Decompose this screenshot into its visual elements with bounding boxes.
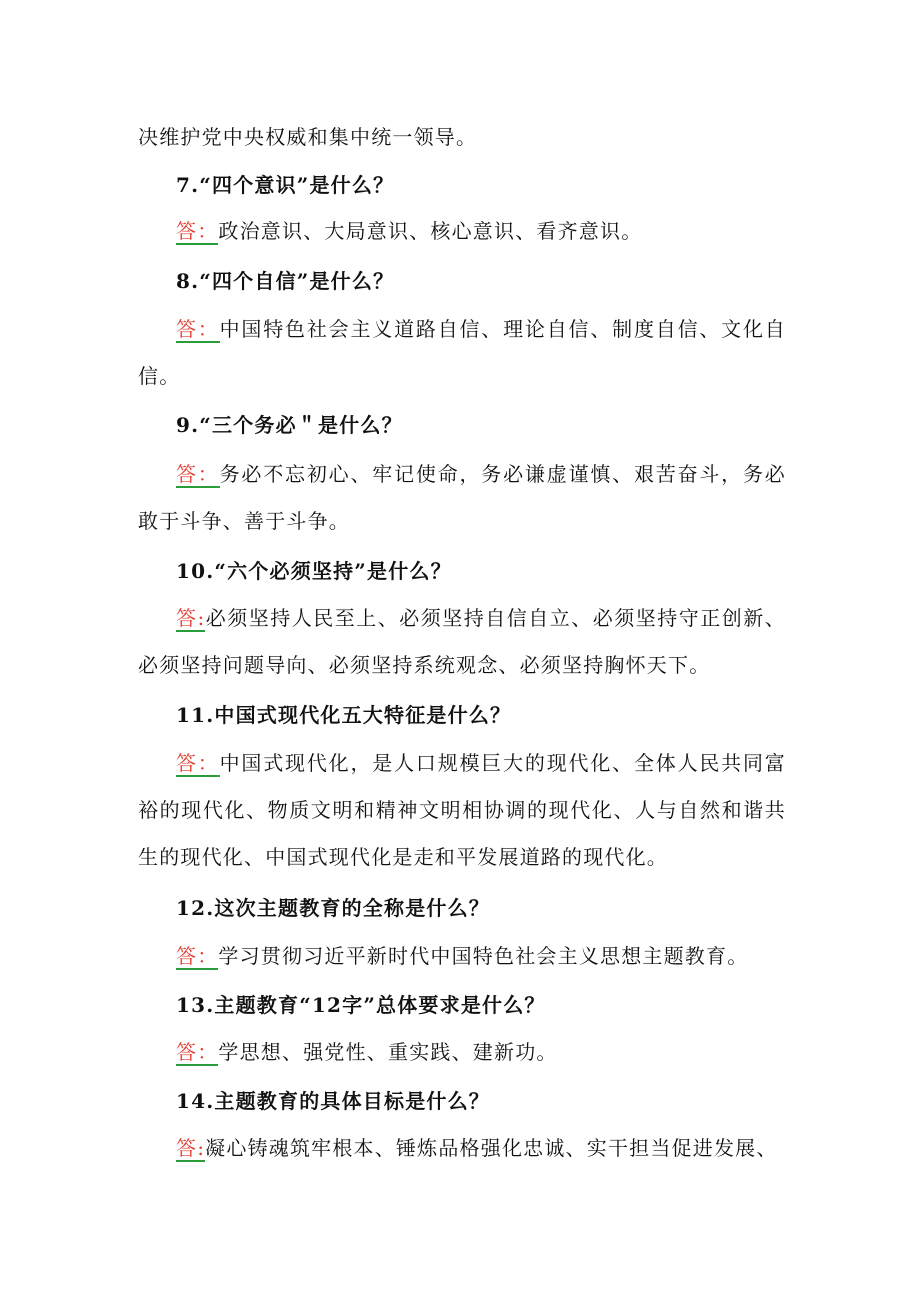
question-13: 13.主题教育“12字”总体要求是什么？ [176,993,546,1017]
question-9: 9.“三个务必＂是什么？ [176,413,403,437]
answer-9 [138,451,786,545]
answer-text: 政治意识、大局意识、核心意识、看齐意识。 [218,219,643,243]
answer-text: 学思想、强党性、重实践、建新功。 [218,1040,558,1064]
answer-label: 答： [176,219,219,243]
answer-10 [138,595,786,689]
answer-label: 答： [176,1040,219,1064]
answer-text: 务必不忘初心、牢记使命，务必谦虚谨慎、艰苦奋斗，务必敢于斗争、善于斗争。 [138,462,787,533]
answer-label: 答： [176,462,220,486]
answer-12 [138,933,786,980]
answer-11 [138,740,786,881]
answer-text: 中国特色社会主义道路自信、理论自信、制度自信、文化自信。 [138,317,787,388]
question-8: 8.“四个自信”是什么？ [176,269,395,293]
answer-text: 凝心铸魂筑牢根本、锤炼品格强化忠诚、实干担当促进发展、 [205,1136,778,1160]
question-10: 10.“六个必须坚持”是什么？ [176,559,452,583]
question-11: 11.中国式现代化五大特征是什么？ [176,703,512,727]
answer-label: 答： [176,944,219,968]
answer-label: 答： [176,751,220,775]
answer-label: 答: [176,606,206,630]
answer-8 [138,306,786,400]
question-7: 7.“四个意识”是什么？ [176,173,395,197]
answer-14 [138,1125,786,1172]
answer-7 [138,208,786,255]
lead-line: 决维护党中央权威和集中统一领导。 [138,125,478,149]
answer-text: 学习贯彻习近平新时代中国特色社会主义思想主题教育。 [218,944,749,968]
question-12: 12.这次主题教育的全称是什么？ [176,896,490,920]
answer-label: 答: [176,1136,206,1160]
answer-13 [138,1029,786,1076]
answer-text: 必须坚持人民至上、必须坚持自信自立、必须坚持守正创新、必须坚持问题导向、必须坚持系统观念、必须坚持胸怀天下。 [138,606,787,677]
answer-text: 中国式现代化，是人口规模巨大的现代化、全体人民共同富裕的现代化、物质文明和精神文明相协调的现代化、人与自然和谐共生的现代化、中国式现代化是走和平发展道路的现代化。 [138,751,787,869]
question-14: 14.主题教育的具体目标是什么？ [176,1089,490,1113]
answer-label: 答： [176,317,220,341]
